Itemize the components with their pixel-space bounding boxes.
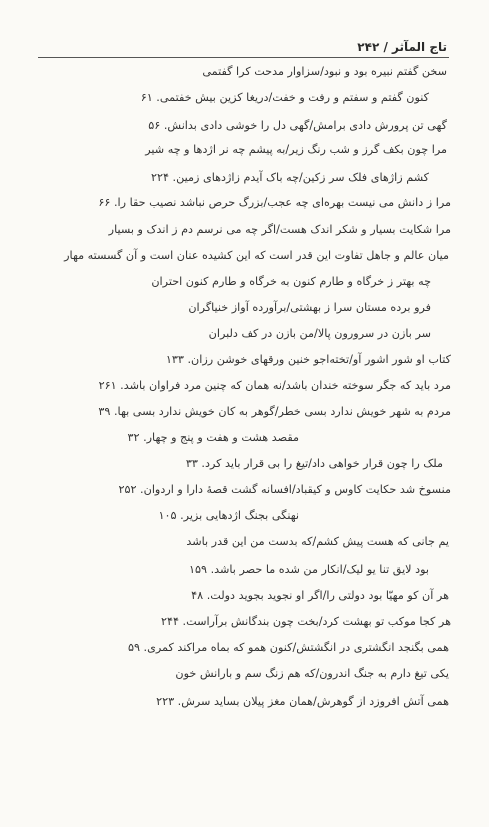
verse-line: مقصد هشت و هفت و پنج و چهار. ۳۲ (127, 431, 299, 444)
verse-line: مردم به شهر خویش ندارد بسی خطر/گوهر به کان خویش ندارد بسی بها. ۳۹ (98, 405, 451, 418)
verse-line: گهی تن پرورش دادی برامش/گهی دل را خوشی دادی بدانش. ۵۶ (148, 119, 447, 132)
verse-line: سر بازن در سرورون پالا/من بازن در کف دلبران (208, 327, 431, 340)
verse-line: نهنگی بجنگ اژدهایی بزیر. ۱۰۵ (158, 509, 299, 522)
verse-line: یم جانی که هست پیش کشم/که بدست من این قدر باشد (186, 535, 449, 548)
verse-line: بود لایق تنا یو لیک/انکار من شده ما حصر باشد. ۱۵۹ (189, 563, 429, 576)
running-title: تاج المآثر / ۲۴۲ (357, 40, 447, 54)
verse-line: یکی تیغ دارم به جنگ اندرون/که هم زنگ سم و بارانش خون (175, 667, 449, 680)
verse-line: فرو برده مستان سرا ز بهشتی/برآورده آواز خنیاگران (188, 301, 431, 314)
verse-line: مرا ز دانش می نیست بهره‌ای چه عجب/بزرگ حرص نباشد نصیب حقا را. ۶۶ (98, 196, 451, 209)
verse-line: میان عالم و جاهل تفاوت این قدر است که این کشیده عنان است و آن گسسته مهار (64, 249, 449, 262)
verse-line: مرا چون بکف گرز و شب رنگ زیر/به پیشم چه نر اژدها و چه شیر (145, 143, 447, 156)
verse-line: هر آن کو مهیّا بود دولتی را/اگر او نجوید بجوید دولت. ۴۸ (191, 589, 449, 602)
verse-line: همی بگنجد انگشتری در انگشتش/کنون همو که بماه مراکند کمری. ۵۹ (127, 641, 449, 654)
verse-line: چه بهتر ز خرگاه و طارم کنون به خرگاه و طارم کنون احتران (151, 275, 431, 288)
verse-line: کتاب او شور اشور آو/تخته‌اجو خنین ورقهای خوشن رزان. ۱۳۳ (165, 353, 451, 366)
verse-line: ملک را چون قرار خواهی داد/تیغ را بی قرار باید کرد. ۳۳ (185, 457, 443, 470)
verse-line: منسوخ شد حکایت کاوس و کیقباد/افسانه گشت قصهٔ دارا و اردوان. ۲۵۲ (118, 483, 451, 496)
verse-line: هر کجا موکب تو بهشت کرد/بخت چون بندگانش برآراست. ۲۴۴ (160, 615, 451, 628)
header-rule (38, 57, 449, 58)
verse-line: کشم زاژهای فلک سر زکین/چه باک آیدم زاژدهای زمین. ۲۲۴ (150, 171, 429, 184)
verse-line: کنون گفتم و سفتم و رفت و خفت/دریغا کزین بیش خفتمی. ۶۱ (140, 91, 429, 104)
verse-line: همی آتش افروزد از گوهرش/همان مغز پیلان بساید سرش. ۲۲۳ (156, 695, 449, 708)
verse-line: مرا شکایت بسیار و شکر اندک هست/اگر چه می نرسم دم ز اندک و بسیار (108, 223, 451, 236)
verse-line: سخن گفتم نبیره بود و نبود/سزاوار مدحت کرا گفتمی (202, 65, 447, 78)
verse-line: مرد باید که جگر سوخته خندان باشد/نه همان که چنین مرد فراوان باشد. ۲۶۱ (98, 379, 451, 392)
